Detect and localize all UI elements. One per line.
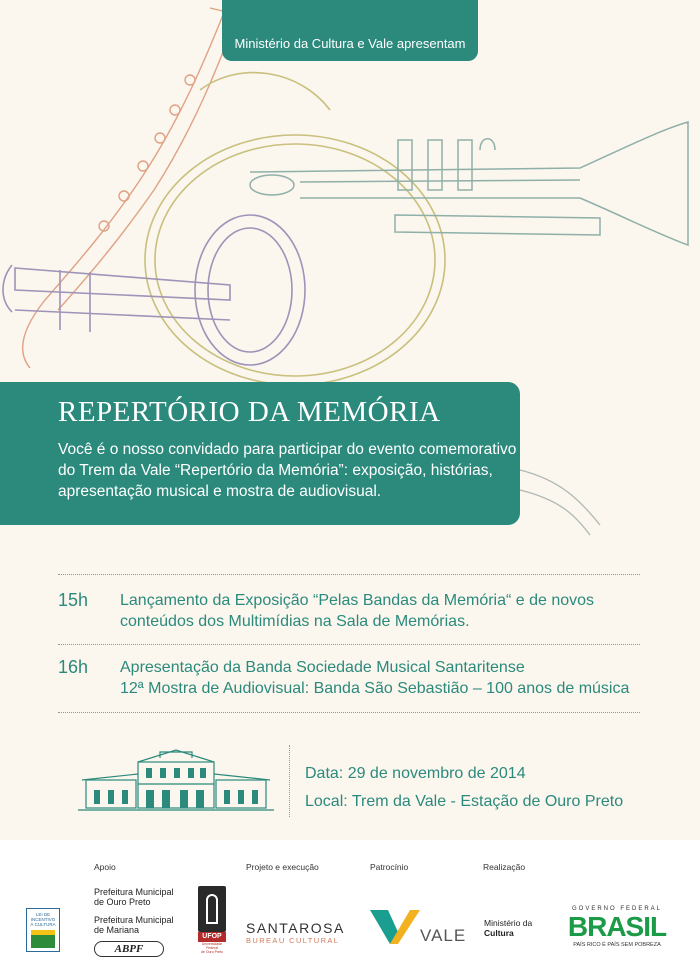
ufop-text: UFOP (198, 932, 226, 942)
vertical-divider (289, 745, 290, 817)
lei-incentivo-logo (26, 908, 60, 952)
schedule-line: Apresentação da Banda Sociedade Musical Santaritense (120, 659, 525, 676)
ufop-sub-line: de Ouro Preto (201, 950, 223, 954)
governo-federal-text: GOVERNO FEDERAL (571, 906, 662, 912)
lei-line: INCENTIVO (30, 917, 56, 922)
presenters-banner (222, 0, 478, 61)
presenters-text: Ministério da Cultura e Vale apresentam (234, 36, 466, 51)
brasil-logo (556, 906, 678, 948)
divider (58, 644, 640, 645)
prefeitura-mariana (94, 915, 174, 935)
schedule-description (120, 657, 629, 699)
prefeitura-line: de Mariana (94, 925, 140, 935)
schedule-line: Lançamento da Exposição “Pelas Bandas da Memória“ e de novos (120, 592, 595, 609)
schedule-item (58, 657, 658, 699)
event-date: Data: 29 de novembro de 2014 (305, 765, 526, 782)
abpf-logo (94, 941, 164, 957)
schedule-time: 15h (58, 590, 89, 610)
ministerio-cultura (484, 918, 532, 938)
prefeitura-line: de Ouro Preto (94, 897, 151, 907)
prefeitura-line: Prefeitura Municipal (94, 915, 174, 925)
train-station-illustration (76, 748, 276, 814)
divider (58, 574, 640, 575)
event-details (305, 760, 623, 816)
lei-line: LEI DE (35, 912, 51, 917)
description-line: Você é o nosso convidado para participar do evento comemorativo (58, 441, 517, 458)
santarosa-subtext: BUREAU CULTURAL (246, 936, 340, 945)
prefeitura-line: Prefeitura Municipal (94, 887, 174, 897)
abpf-text: ABPF (114, 943, 144, 955)
divider (58, 712, 640, 713)
santarosa-logo (246, 920, 345, 945)
description-line: apresentação musical e mostra de audiovisual. (58, 483, 382, 500)
realization-label: Realização (483, 862, 526, 872)
vale-text: VALE (420, 926, 467, 945)
lei-line: À CULTURA (30, 922, 56, 927)
schedule-item (58, 590, 658, 632)
schedule-description (120, 590, 594, 632)
ministerio-line: Cultura (484, 928, 514, 938)
brasil-text: BRASIL (567, 911, 667, 942)
description-line: do Trem da Vale “Repertório da Memória”: exposição, histórias, (58, 462, 493, 479)
sponsor-label: Patrocínio (370, 862, 409, 872)
support-label: Apoio (94, 862, 116, 872)
schedule-line: conteúdos dos Multimídias na Sala de Memórias. (120, 613, 470, 630)
schedule-time: 16h (58, 657, 89, 677)
ufop-logo (198, 886, 226, 956)
ufop-sub-line: Universidade Federal (201, 942, 223, 950)
santarosa-text: SANTAROSA (246, 920, 345, 936)
brasil-slogan: PAÍS RICO É PAÍS SEM POBREZA (573, 942, 661, 948)
vale-icon (370, 908, 420, 946)
project-label: Projeto e execução (246, 862, 319, 872)
event-title: REPERTÓRIO DA MEMÓRIA (58, 396, 441, 428)
ministerio-line: Ministério da (484, 918, 533, 928)
title-panel (0, 382, 520, 525)
prefeitura-ouro-preto (94, 887, 174, 907)
event-location: Local: Trem da Vale - Estação de Ouro Preto (305, 793, 624, 810)
event-description (58, 439, 520, 502)
schedule-line: 12ª Mostra de Audiovisual: Banda São Sebastião – 100 anos de música (120, 680, 630, 697)
